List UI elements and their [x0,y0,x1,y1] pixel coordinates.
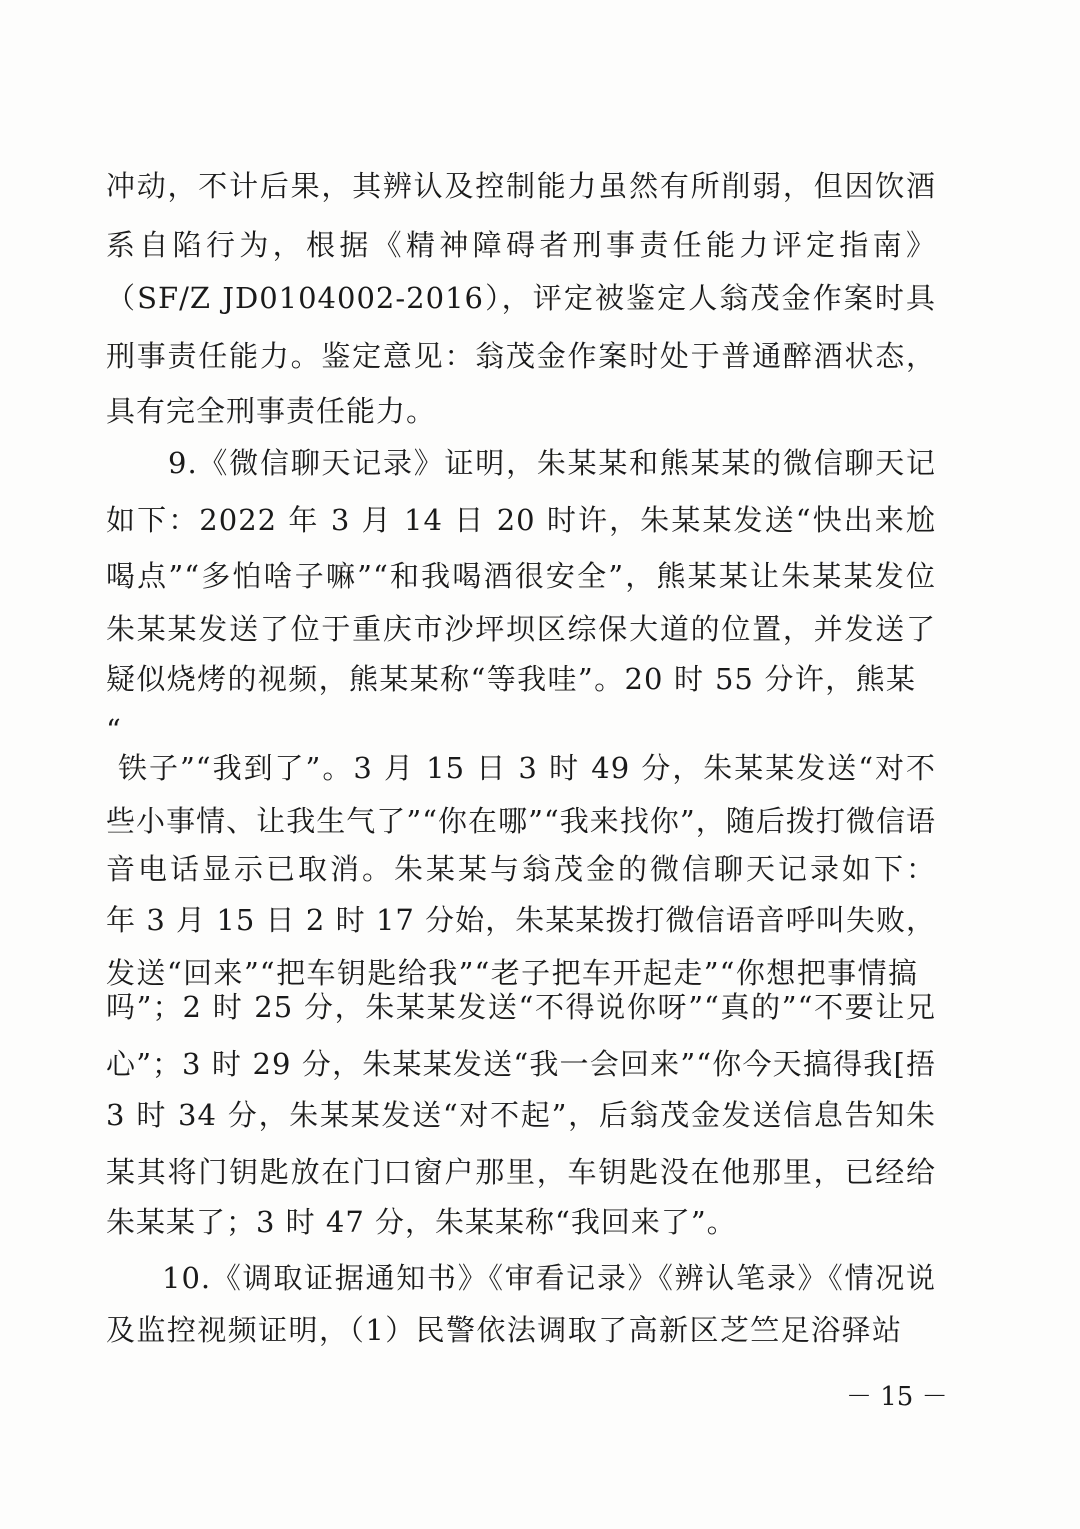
text-line: 某其将门钥匙放在门口窗户那里，车钥匙没在他那里，已经给 [106,1155,936,1189]
text-line: 喝点”“多怕啥子嘛”“和我喝酒很安全”，熊某某让朱某某发位 [106,559,936,593]
text-line: 朱某某了；3 时 47 分，朱某某称“我回来了”。 [106,1205,737,1239]
page-number: － 15 － [846,1382,948,1412]
text-line: 心”；3 时 29 分，朱某某发送“我一会回来”“你今天搞得我[捂 [106,1047,936,1081]
text-line: 如下：2022 年 3 月 14 日 20 时许，朱某某发送“快出来尬 [106,503,936,537]
text-line: 些小事情、让我生气了”“你在哪”“我来找你”，随后拨打微信语 [106,804,936,838]
text-line: 吗”；2 时 25 分，朱某某发送“不得说你呀”“真的”“不要让兄 [106,990,936,1024]
text-line: 3 时 34 分，朱某某发送“对不起”，后翁茂金发送信息告知朱 [106,1098,936,1132]
text-line: 刑事责任能力。鉴定意见：翁茂金作案时处于普通醉酒状态， [106,339,936,373]
paragraph-start-line: 9.《微信聊天记录》证明，朱某某和熊某某的微信聊天记 [168,446,936,480]
stray-quote-mark: “ [106,713,122,747]
paragraph-start-line: 10.《调取证据通知书》《审看记录》《辨认笔录》《情况说 [162,1261,936,1295]
text-line: 疑似烧烤的视频，熊某某称“等我哇”。20 时 55 分许，熊某 [106,662,916,696]
text-line: 朱某某发送了位于重庆市沙坪坝区综保大道的位置，并发送了 [106,612,936,646]
text-line: 音电话显示已取消。朱某某与翁茂金的微信聊天记录如下： [106,852,936,886]
text-line: 及监控视频证明，（1）民警依法调取了高新区芝竺足浴驿站 [106,1313,902,1347]
text-line: 系自陷行为，根据《精神障碍者刑事责任能力评定指南》 [106,228,936,262]
text-line: 铁子”“我到了”。3 月 15 日 3 时 49 分，朱某某发送“对不 [118,751,936,785]
text-line: 冲动，不计后果，其辨认及控制能力虽然有所削弱，但因饮酒 [106,169,936,203]
text-line: （SF/Z JD0104002-2016），评定被鉴定人翁茂金作案时具 [106,281,936,315]
text-line: 具有完全刑事责任能力。 [106,394,437,428]
text-line: 年 3 月 15 日 2 时 17 分始，朱某某拨打微信语音呼叫失败， [106,903,936,937]
text-line: 发送“回来”“把车钥匙给我”“老子把车开起走”“你想把事情搞 [106,956,918,990]
